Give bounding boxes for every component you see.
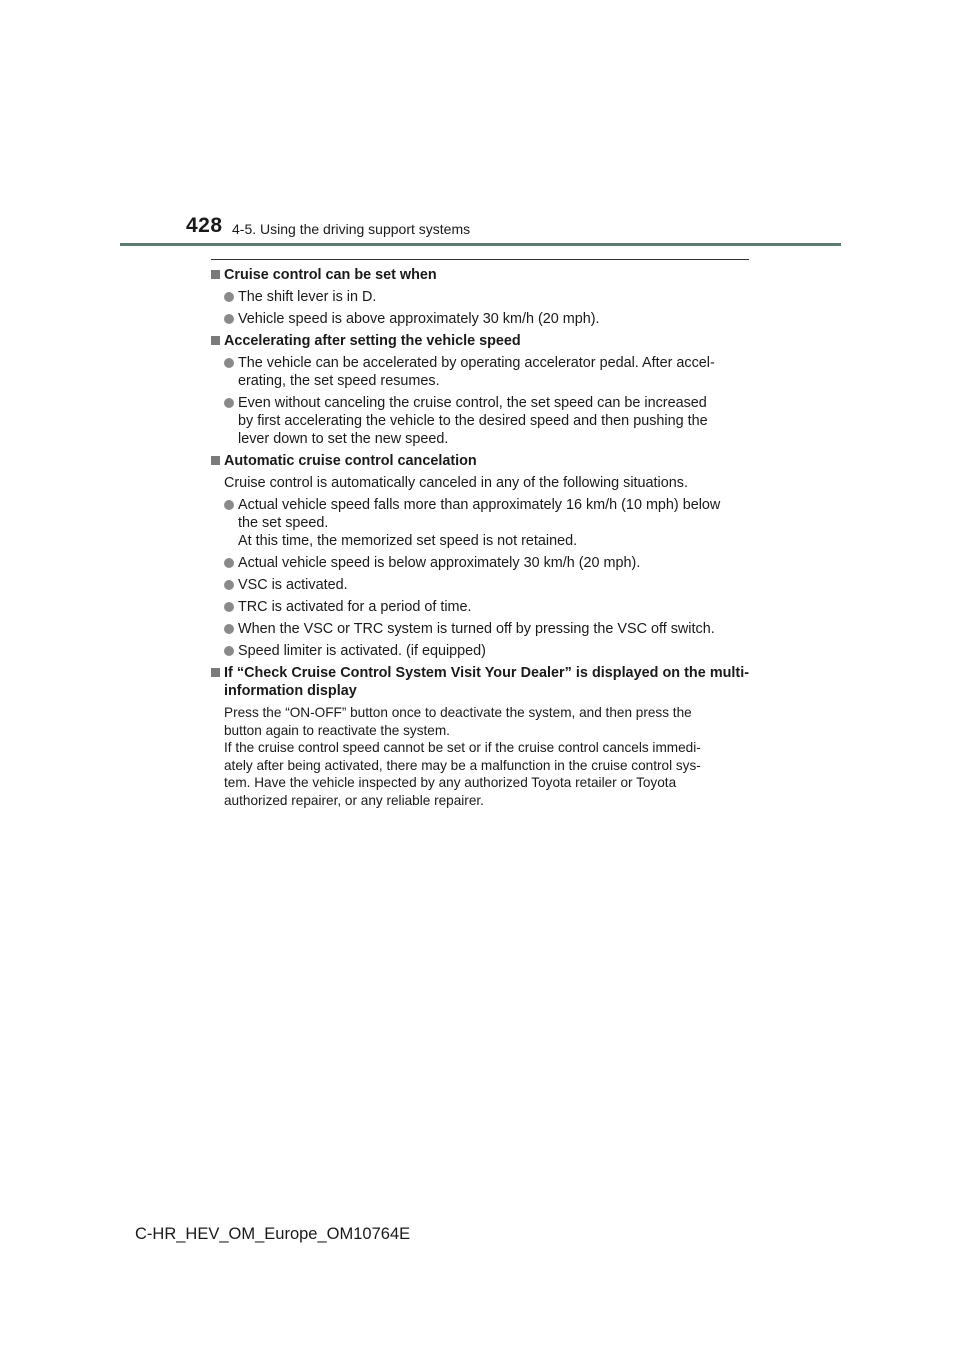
square-bullet-icon	[211, 270, 220, 279]
list-item: The shift lever is in D.	[211, 288, 749, 306]
round-bullet-icon	[224, 314, 234, 324]
section-title: 4-5. Using the driving support systems	[232, 221, 471, 237]
list-item: Actual vehicle speed falls more than approximately 16 km/h (10 mph) below the set speed. At this time, the memorized set speed is not retained.	[211, 496, 749, 550]
section-warning-message	[211, 664, 749, 809]
square-bullet-icon	[211, 668, 220, 677]
round-bullet-icon	[224, 558, 234, 568]
round-bullet-icon	[224, 292, 234, 302]
section-heading: Cruise control can be set when	[211, 266, 749, 284]
square-bullet-icon	[211, 336, 220, 345]
section-accelerating	[211, 332, 749, 448]
round-bullet-icon	[224, 500, 234, 510]
section-paragraph: Press the “ON-OFF” button once to deactivate the system, and then press the button again to reactivate the system. If the cruise control speed cannot be set or if the cruise control cancels immedi- ately after being activated, there may be a malfunction in the cruise control sys- tem. Have the vehicle inspected by any authorized Toyota retailer or Toyota authorized repairer, or any reliable repairer.	[224, 705, 701, 808]
list-item: Speed limiter is activated. (if equipped)	[211, 642, 749, 660]
content-body	[211, 266, 749, 813]
round-bullet-icon	[224, 624, 234, 634]
document-code: C-HR_HEV_OM_Europe_OM10764E	[135, 1225, 411, 1243]
list-item: Even without canceling the cruise control, the set speed can be increased by first accelerating the vehicle to the desired speed and then pushing the lever down to set the new speed.	[211, 394, 749, 448]
round-bullet-icon	[224, 398, 234, 408]
round-bullet-icon	[224, 602, 234, 612]
section-set-conditions	[211, 266, 749, 328]
section-heading: Automatic cruise control cancelation	[211, 452, 749, 470]
list-item: Actual vehicle speed is below approximately 30 km/h (20 mph).	[211, 554, 749, 572]
content-divider	[211, 259, 749, 260]
list-item: TRC is activated for a period of time.	[211, 598, 749, 616]
round-bullet-icon	[224, 580, 234, 590]
list-item: Vehicle speed is above approximately 30 km/h (20 mph).	[211, 310, 749, 328]
round-bullet-icon	[224, 646, 234, 656]
section-auto-cancel	[211, 452, 749, 660]
section-heading: If “Check Cruise Control System Visit Your Dealer” is displayed on the multi-information display	[211, 664, 749, 700]
page-number: 428	[186, 214, 223, 237]
section-heading: Accelerating after setting the vehicle speed	[211, 332, 749, 350]
list-item: When the VSC or TRC system is turned off by pressing the VSC off switch.	[211, 620, 749, 638]
section-intro: Cruise control is automatically canceled in any of the following situations.	[224, 475, 688, 491]
round-bullet-icon	[224, 358, 234, 368]
square-bullet-icon	[211, 456, 220, 465]
list-item: The vehicle can be accelerated by operating accelerator pedal. After accel- erating, the set speed resumes.	[211, 354, 749, 390]
header-divider	[120, 243, 841, 246]
list-item: VSC is activated.	[211, 576, 749, 594]
